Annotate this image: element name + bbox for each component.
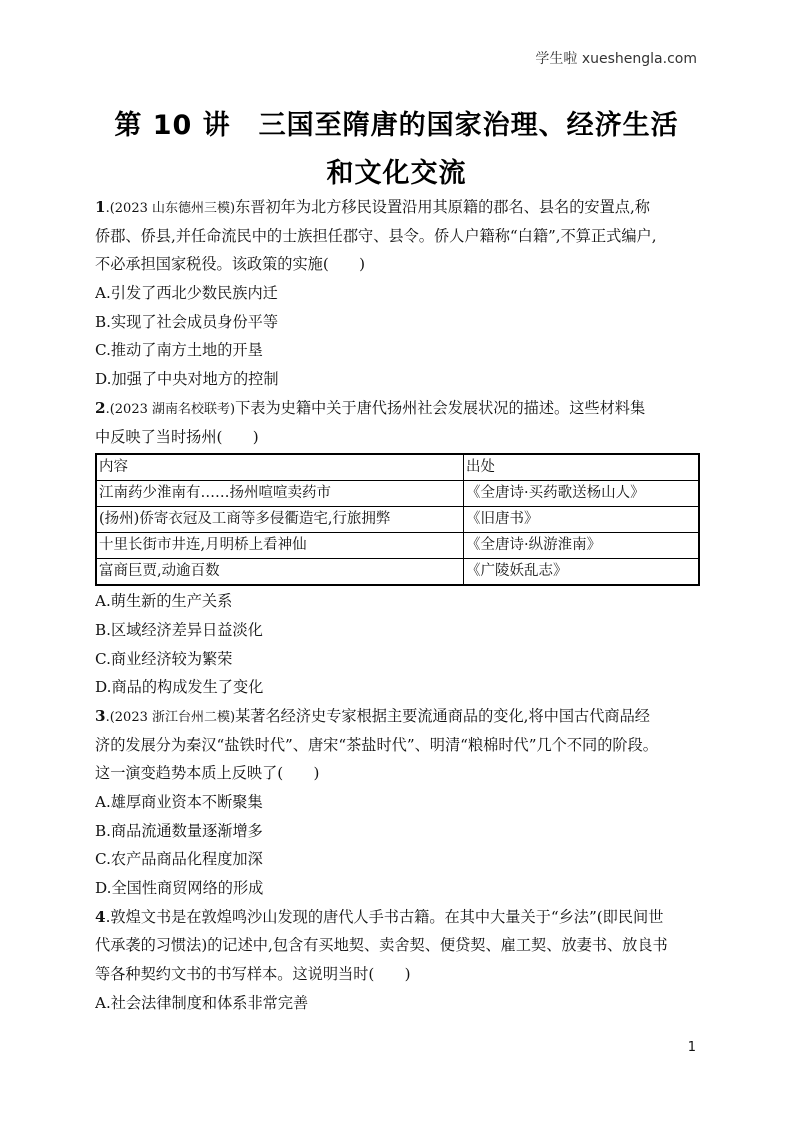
option-d: D.加强了中央对地方的控制 bbox=[95, 370, 279, 389]
source-table bbox=[95, 453, 700, 586]
question-number: 3 bbox=[95, 706, 106, 725]
question-stem-line: 济的发展分为秦汉“盐铁时代”、唐宋“茶盐时代”、明清“粮棉时代”几个不同的阶段。 bbox=[95, 735, 658, 754]
table-row bbox=[96, 533, 699, 559]
question-stem-line: 等各种契约文书的书写样本。这说明当时( ) bbox=[95, 965, 411, 984]
question-stem-line: 下表为史籍中关于唐代扬州社会发展状况的描述。这些材料集 bbox=[235, 398, 646, 417]
page-title-line-1: 第 10 讲 三国至隋唐的国家治理、经济生活 bbox=[114, 110, 679, 141]
option-b: B.区域经济差异日益淡化 bbox=[95, 620, 263, 639]
question-2 bbox=[95, 394, 700, 702]
table-header-row bbox=[96, 454, 699, 481]
question-stem-line: 某著名经济史专家根据主要流通商品的变化,将中国古代商品经 bbox=[235, 706, 650, 725]
table-cell: 江南药少淮南有……扬州喧喧卖药市 bbox=[96, 481, 464, 507]
question-stem-line: .敦煌文书是在敦煌鸣沙山发现的唐代人手书古籍。在其中大量关于“乡法”(即民间世 bbox=[105, 907, 664, 926]
question-number: 1 bbox=[95, 198, 106, 216]
option-d: D.商品的构成发生了变化 bbox=[95, 678, 264, 697]
header-watermark: 学生啦 xueshengla.com bbox=[535, 51, 697, 67]
question-source: .(2023 浙江台州二模) bbox=[105, 709, 236, 725]
table-cell: 富商巨贾,动逾百数 bbox=[96, 559, 464, 586]
table-row bbox=[96, 481, 699, 507]
question-stem-line: 侨郡、侨县,并任命流民中的士族担任郡守、县令。侨人户籍称“白籍”,不算正式编户, bbox=[95, 226, 657, 245]
question-stem-line: 东晋初年为北方移民设置沿用其原籍的郡名、县名的安置点,称 bbox=[235, 198, 650, 216]
option-b: B.实现了社会成员身份平等 bbox=[95, 312, 279, 331]
question-1 bbox=[95, 193, 700, 394]
table-cell: 十里长街市井连,月明桥上看神仙 bbox=[96, 533, 464, 559]
table-cell: 《全唐诗·纵游淮南》 bbox=[464, 533, 700, 559]
question-source: .(2023 山东德州三模) bbox=[105, 201, 236, 216]
option-c: C.农产品商品化程度加深 bbox=[95, 850, 263, 869]
option-a: A.萌生新的生产关系 bbox=[95, 592, 233, 611]
table-cell: 《旧唐书》 bbox=[464, 507, 700, 533]
option-d: D.全国性商贸网络的形成 bbox=[95, 879, 264, 898]
option-a: A.引发了西北少数民族内迁 bbox=[95, 284, 278, 303]
question-4 bbox=[95, 903, 700, 1018]
table-cell: 《全唐诗·买药歌送杨山人》 bbox=[464, 481, 700, 507]
question-number: 2 bbox=[95, 398, 106, 417]
option-c: C.推动了南方土地的开垦 bbox=[95, 341, 263, 360]
question-stem-line: 这一演变趋势本质上反映了( ) bbox=[95, 764, 320, 783]
table-header-cell: 出处 bbox=[464, 454, 700, 481]
question-number: 4 bbox=[95, 907, 106, 926]
table-cell: 《广陵妖乱志》 bbox=[464, 559, 700, 586]
option-c: C.商业经济较为繁荣 bbox=[95, 649, 233, 668]
question-stem-line: 中反映了当时扬州( ) bbox=[95, 427, 259, 446]
option-a: A.社会法律制度和体系非常完善 bbox=[95, 993, 309, 1012]
question-3 bbox=[95, 702, 700, 903]
question-source: .(2023 湖南名校联考) bbox=[105, 401, 236, 417]
question-list bbox=[95, 193, 700, 1018]
option-b: B.商品流通数量逐渐增多 bbox=[95, 821, 263, 840]
option-a: A.雄厚商业资本不断聚集 bbox=[95, 793, 263, 811]
table-header-cell: 内容 bbox=[96, 454, 464, 481]
page-title-line-2: 和文化交流 bbox=[326, 158, 467, 189]
table-row bbox=[96, 559, 699, 586]
table-cell: (扬州)侨寄衣冠及工商等多侵衢造宅,行旅拥弊 bbox=[96, 507, 464, 533]
question-stem-line: 不必承担国家税役。该政策的实施( ) bbox=[95, 255, 366, 274]
table-row bbox=[96, 507, 699, 533]
page-number: 1 bbox=[687, 1040, 696, 1055]
question-stem-line: 代承袭的习惯法)的记述中,包含有买地契、卖舍契、便贷契、雇工契、放妻书、放良书 bbox=[95, 936, 668, 955]
